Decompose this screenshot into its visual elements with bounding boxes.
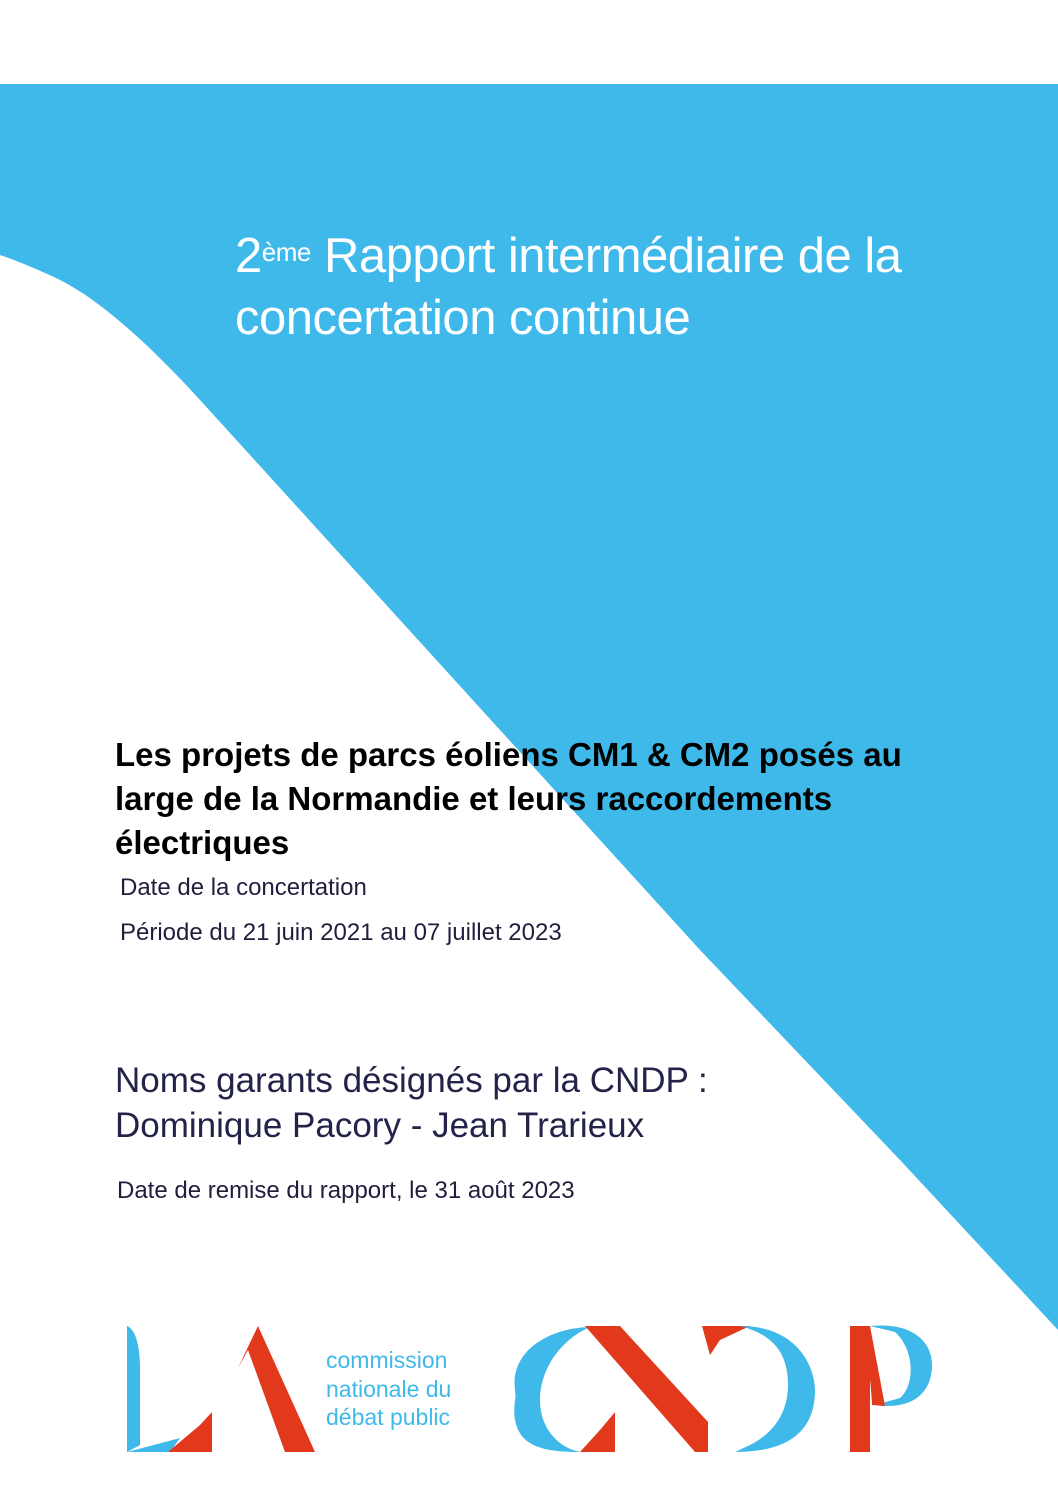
title-line1: Rapport intermédiaire de la bbox=[310, 229, 902, 283]
garants-names: Dominique Pacory - Jean Trarieux bbox=[115, 1106, 645, 1145]
logo-line3: débat public bbox=[326, 1404, 451, 1430]
concertation-label: Date de la concertation bbox=[120, 874, 367, 901]
garants-label: Noms garants désignés par la CNDP : bbox=[115, 1061, 708, 1100]
garants-block bbox=[115, 1058, 708, 1148]
submission-date: Date de remise du rapport, le 31 août 2023 bbox=[117, 1177, 575, 1204]
cndp-logo-text bbox=[326, 1346, 451, 1432]
logo-line2: nationale du bbox=[326, 1375, 452, 1402]
project-title: Les projets de parcs éoliens CM1 & CM2 posés au large de la Normandie et leurs raccordements électriques bbox=[115, 736, 902, 861]
report-title bbox=[235, 225, 902, 349]
title-ordinal-suffix: ème bbox=[261, 237, 311, 267]
logo-line1: commission bbox=[326, 1347, 448, 1373]
cndp-logo bbox=[110, 1310, 950, 1460]
title-line2: concertation continue bbox=[235, 291, 691, 345]
concertation-period: Période du 21 juin 2021 au 07 juillet 2023 bbox=[120, 919, 562, 946]
title-ordinal: 2 bbox=[235, 229, 262, 283]
